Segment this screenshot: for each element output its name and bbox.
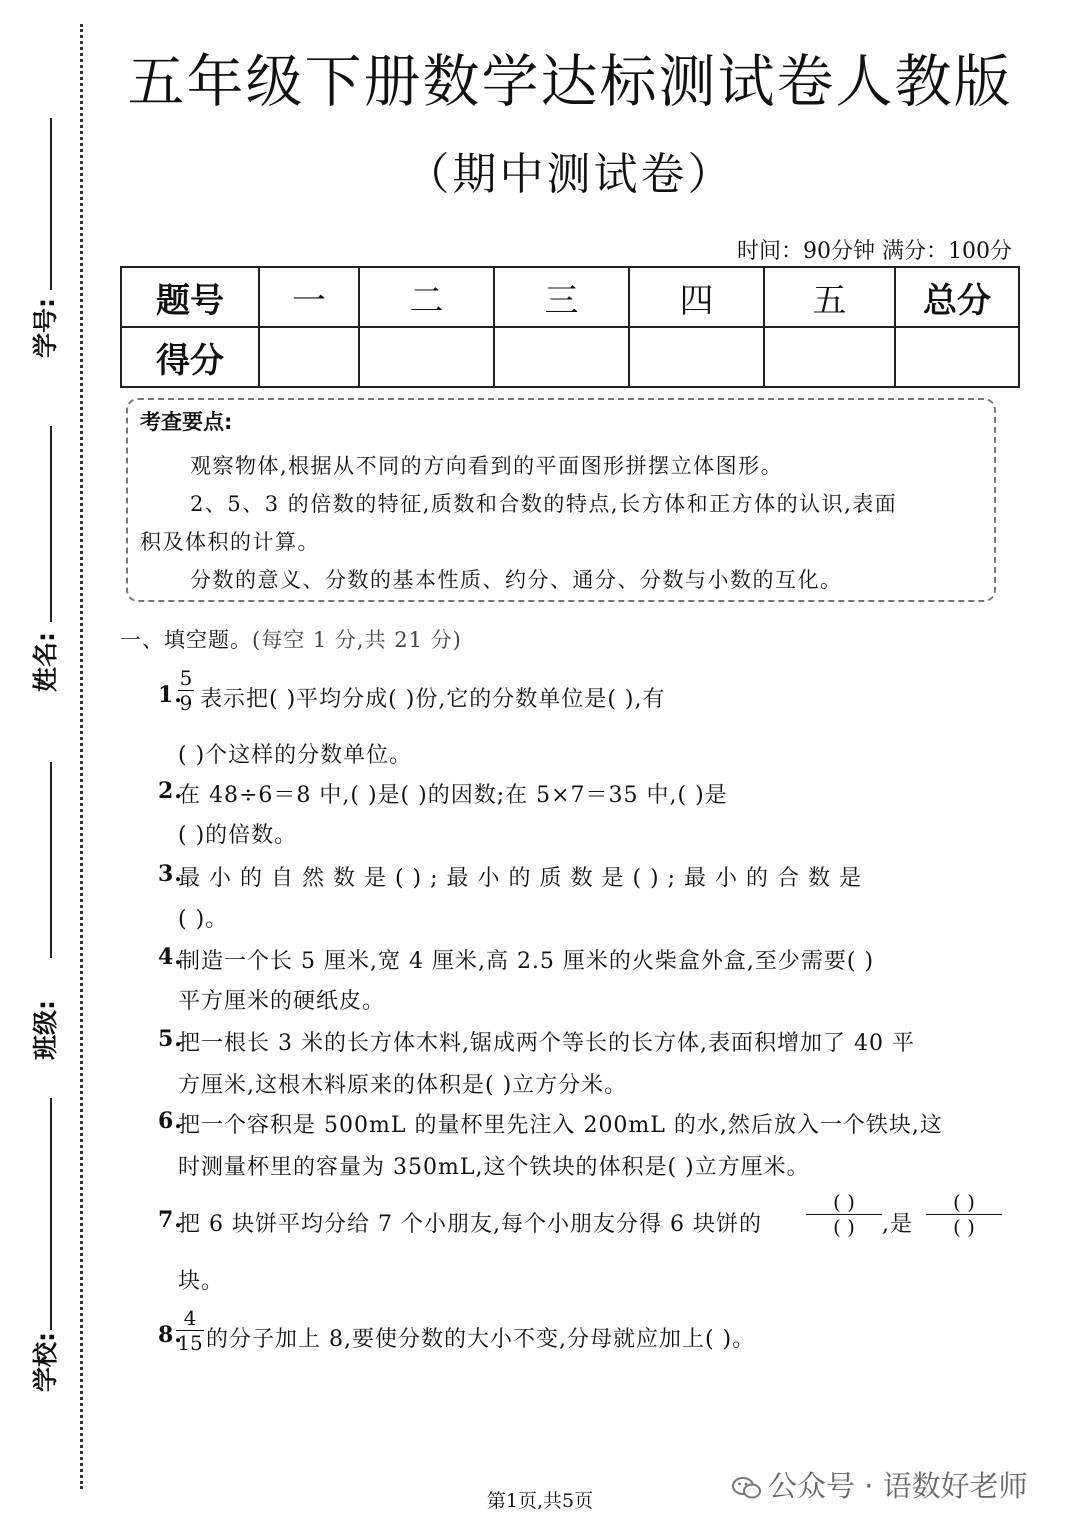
score-cell-1[interactable]	[259, 327, 359, 387]
question-5-line-2: 方厘米,这根木料原来的体积是( )立方分米。	[178, 1073, 628, 1098]
question-7-line-1: 把 6 块饼平均分给 7 个小朋友,每个小朋友分得 6 块饼的	[178, 1212, 762, 1237]
key-point-line-2: 2、5、3 的倍数的特征,质数和合数的特点,长方体和正方体的认识,表面	[190, 492, 898, 516]
key-point-line-4: 分数的意义、分数的基本性质、约分、通分、分数与小数的互化。	[190, 568, 843, 592]
header-cell-2: 二	[359, 267, 494, 327]
school-line	[50, 1098, 52, 1330]
question-4-number: 4.	[158, 944, 183, 970]
question-7-fraction-blank-1[interactable]: ( ) ( )	[806, 1192, 882, 1237]
page-subtitle: （期中测试卷）	[405, 149, 735, 200]
school-label: 学校:	[31, 1332, 60, 1392]
question-4-line-1: 制造一个长 5 厘米,宽 4 厘米,高 2.5 厘米的火柴盒外盒,至少需要( )	[178, 949, 875, 974]
question-6-line-2: 时测量杯里的容量为 350mL,这个铁块的体积是( )立方厘米。	[178, 1155, 810, 1180]
question-8-line-1: 的分子加上 8,要使分数的大小不变,分母就应加上( )。	[206, 1327, 756, 1352]
question-2-line-1: 在 48÷6＝8 中,( )是( )的因数;在 5×7＝35 中,( )是	[178, 783, 728, 808]
section-note: (每空 1 分,共 21 分)	[252, 628, 462, 652]
question-6-line-1: 把一个容积是 500mL 的量杯里先注入 200mL 的水,然后放入一个铁块,这	[178, 1113, 943, 1138]
name-label: 姓名:	[31, 632, 60, 692]
score-cell-5[interactable]	[764, 327, 895, 387]
score-cell-total[interactable]	[895, 327, 1019, 387]
exam-meta: 时间：90分钟 满分：100分	[737, 239, 1012, 264]
header-cell-total: 总分	[895, 267, 1019, 327]
fraction-numerator: 5	[179, 666, 193, 690]
question-6-number: 6.	[158, 1108, 183, 1134]
page-number: 第1页,共5页	[486, 1490, 594, 1512]
score-table-header-row	[121, 267, 1019, 327]
question-2-line-2: ( )的倍数。	[178, 823, 298, 848]
score-row-label: 得分	[121, 327, 259, 387]
header-cell-4: 四	[629, 267, 764, 327]
question-1-fraction	[178, 668, 194, 713]
score-table-score-row	[121, 327, 1019, 387]
header-cell-question-no: 题号	[121, 267, 259, 327]
question-2-number: 2.	[158, 778, 183, 804]
page-title: 五年级下册数学达标测试卷人教版	[127, 49, 1013, 115]
score-cell-2[interactable]	[359, 327, 494, 387]
fraction-denominator: 15	[177, 1331, 203, 1355]
fraction-numerator: 4	[183, 1306, 197, 1330]
header-cell-5: 五	[764, 267, 895, 327]
question-4-line-2: 平方厘米的硬纸皮。	[178, 989, 386, 1014]
question-7-mid-text: ,是	[882, 1212, 913, 1237]
question-3-number: 3.	[158, 861, 183, 887]
question-7-fraction-blank-2[interactable]: ( ) ( )	[926, 1192, 1002, 1237]
question-7-line-2: 块。	[178, 1269, 225, 1294]
student-id-label: 学号:	[31, 298, 60, 358]
name-line	[50, 426, 52, 622]
key-points-title: 考查要点:	[140, 410, 233, 434]
class-line	[50, 762, 52, 958]
binding-dotted-line	[80, 24, 83, 1489]
header-cell-3: 三	[494, 267, 629, 327]
question-8-fraction	[176, 1308, 204, 1353]
question-8-number: 8.	[158, 1322, 183, 1348]
question-5-line-1: 把一根长 3 米的长方体木料,锯成两个等长的长方体,表面积增加了 40 平	[178, 1031, 915, 1056]
header-cell-1: 一	[259, 267, 359, 327]
question-5-number: 5.	[158, 1026, 183, 1052]
question-7-number: 7.	[158, 1207, 183, 1233]
section-heading	[120, 624, 462, 654]
question-3-line-1: 最 小 的 自 然 数 是 ( ) ; 最 小 的 质 数 是 ( ) ; 最 小 的 合 数 是	[178, 866, 862, 891]
score-table	[120, 266, 1020, 388]
student-id-line	[50, 118, 52, 290]
class-label: 班级:	[31, 1000, 60, 1060]
watermark-text: 公众号 · 语数好老师	[768, 1469, 1028, 1503]
key-point-line-3: 积及体积的计算。	[140, 530, 320, 554]
question-3-line-2: ( )。	[178, 907, 229, 932]
section-title: 一、填空题。	[120, 628, 252, 652]
wechat-icon	[732, 1476, 762, 1500]
watermark	[732, 1464, 1028, 1505]
question-1-line-1: 表示把( )平均分成( )份,它的分数单位是( ),有	[200, 687, 666, 712]
key-point-line-1: 观察物体,根据从不同的方向看到的平面图形拼摆立体图形。	[190, 454, 784, 478]
fraction-denominator: 9	[179, 691, 193, 715]
score-cell-3[interactable]	[494, 327, 629, 387]
question-1-line-2: ( )个这样的分数单位。	[178, 743, 413, 768]
score-cell-4[interactable]	[629, 327, 764, 387]
question-1-number: 1.	[158, 682, 183, 708]
